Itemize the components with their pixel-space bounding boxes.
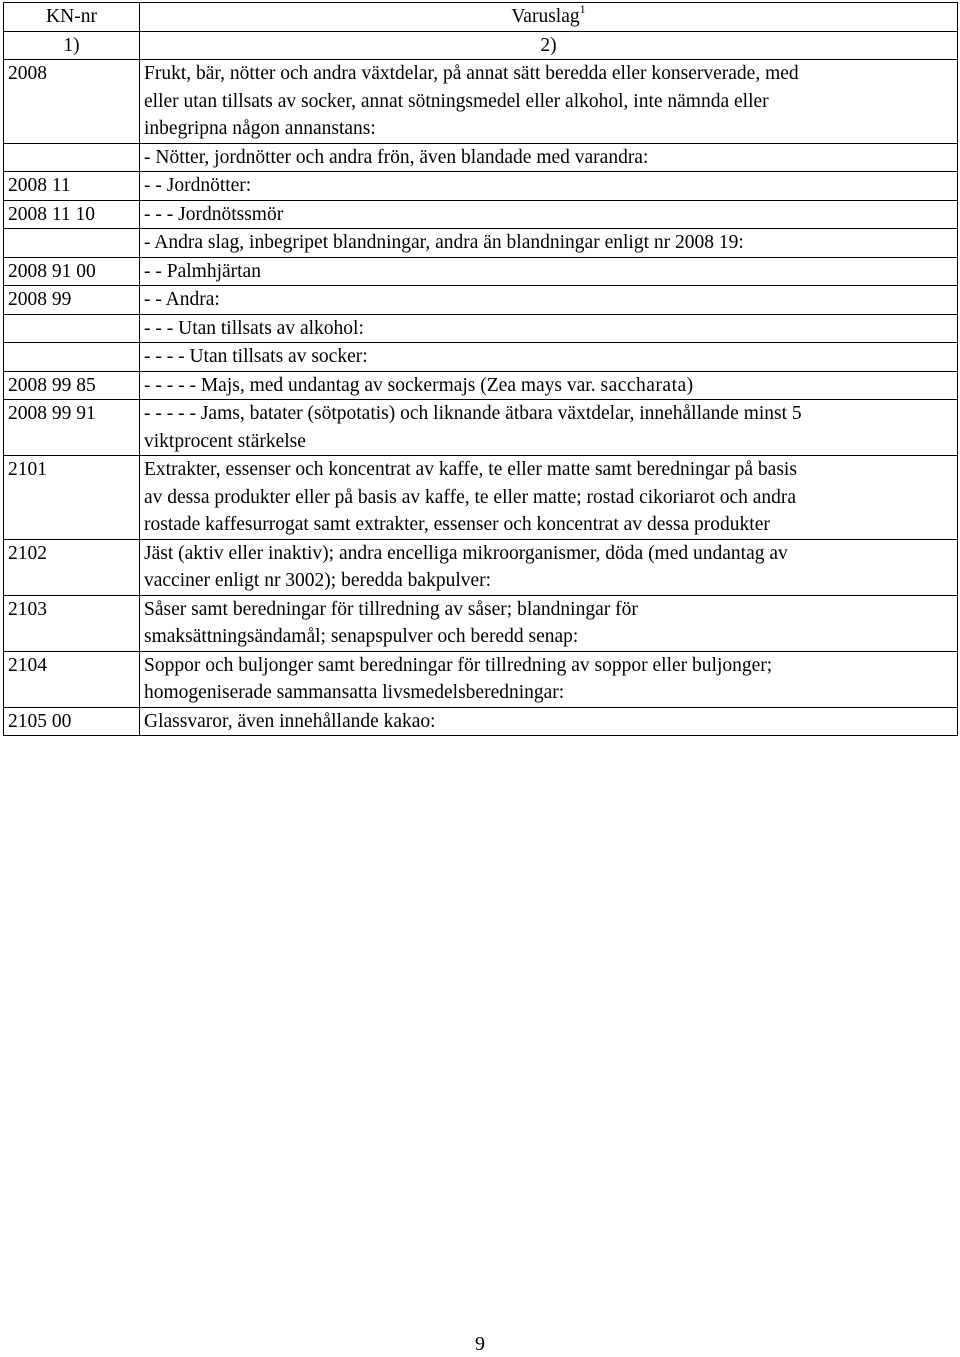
description-line: - - - Utan tillsats av alkohol:: [144, 317, 364, 339]
description-line: Glassvaror, även innehållande kakao:: [144, 710, 436, 732]
row-code: 2105 00: [4, 707, 140, 736]
description-line: viktprocent stärkelse: [144, 430, 306, 452]
description-line: - Nötter, jordnötter och andra frön, även blandade med varandra:: [144, 146, 649, 168]
row-description: [140, 400, 958, 456]
row-code: 2008: [4, 60, 140, 144]
table-row: [4, 456, 958, 540]
row-code: [4, 343, 140, 372]
row-description: [140, 456, 958, 540]
table-row: [4, 200, 958, 229]
header-kn-nr: KN-nr: [4, 3, 140, 32]
description-line: Såser samt beredningar för tillredning av såser; blandningar för: [144, 598, 638, 620]
row-description: [140, 343, 958, 372]
table-row: [4, 539, 958, 595]
tariff-table: [3, 2, 958, 736]
description-line: av dessa produkter eller på basis av kaffe, te eller matte; rostad cikoriarot och andra: [144, 486, 797, 508]
table-row: [4, 651, 958, 707]
row-description: [140, 286, 958, 315]
row-code: 2008 91 00: [4, 257, 140, 286]
row-description: [140, 257, 958, 286]
column-number-1: 1): [4, 31, 140, 60]
description-line: - - Andra:: [144, 289, 220, 310]
table-row: [4, 343, 958, 372]
description-line: - - - Jordnötssmör: [144, 203, 284, 225]
row-description: [140, 651, 958, 707]
table-row: [4, 707, 958, 736]
row-description: [140, 60, 958, 144]
row-code: 2104: [4, 651, 140, 707]
row-description: [140, 707, 958, 736]
header-row: [4, 3, 958, 32]
row-code: 2008 99: [4, 286, 140, 315]
column-number-row: [4, 31, 958, 60]
table-row: [4, 286, 958, 315]
description-line: Extrakter, essenser och koncentrat av kaffe, te eller matte samt beredningar på basis: [144, 459, 797, 480]
table-body: [4, 60, 958, 736]
description-line: eller utan tillsats av socker, annat sötningsmedel eller alkohol, inte nämnda eller: [144, 90, 769, 112]
row-code: 2008 99 91: [4, 400, 140, 456]
row-description: [140, 314, 958, 343]
description-line: rostade kaffesurrogat samt extrakter, essenser och koncentrat av dessa produkter: [144, 514, 770, 535]
description-line: - - - - Utan tillsats av socker:: [144, 346, 368, 367]
description-line: Frukt, bär, nötter och andra växtdelar, på annat sätt beredda eller konserverade, med: [144, 63, 799, 84]
header-varuslag: [140, 3, 958, 32]
row-description: [140, 172, 958, 201]
row-description: [140, 200, 958, 229]
row-code: 2103: [4, 595, 140, 651]
page-number: 9: [475, 1333, 485, 1355]
row-code: [4, 314, 140, 343]
description-text: - - - - - Majs, med undantag av sockermajs (Zea mays var.: [144, 374, 596, 396]
row-description: [140, 595, 958, 651]
table-row: [4, 172, 958, 201]
description-line: Jäst (aktiv eller inaktiv); andra encelliga mikroorganismer, döda (med undantag av: [144, 542, 788, 564]
description-line: homogeniserade sammansatta livsmedelsberedningar:: [144, 682, 565, 703]
description-line: - - Jordnötter:: [144, 175, 252, 196]
row-code: 2008 11 10: [4, 200, 140, 229]
column-number-2: 2): [140, 31, 958, 60]
description-line: - - - - - Jams, batater (sötpotatis) och liknande ätbara växtdelar, innehållande minst 5: [144, 403, 802, 424]
row-code: 2008 99 85: [4, 371, 140, 400]
description-line: [144, 372, 953, 400]
row-description: [140, 229, 958, 258]
description-line: - - Palmhjärtan: [144, 260, 261, 282]
table-row: [4, 60, 958, 144]
row-description: [140, 143, 958, 172]
row-code: [4, 143, 140, 172]
table-row: [4, 400, 958, 456]
row-description: [140, 371, 958, 400]
table-row: [4, 257, 958, 286]
header-varuslag-label: Varuslag: [511, 6, 580, 27]
description-line: - Andra slag, inbegripet blandningar, andra än blandningar enligt nr 2008 19:: [144, 232, 744, 253]
description-line: vacciner enligt nr 3002); beredda bakpulver:: [144, 570, 492, 591]
description-line: smaksättningsändamål; senapspulver och beredd senap:: [144, 626, 579, 647]
row-code: [4, 229, 140, 258]
table-row: [4, 371, 958, 400]
table-row: [4, 229, 958, 258]
row-description: [140, 539, 958, 595]
closing-parenthesis: ): [686, 374, 694, 396]
description-line: inbegripna någon annanstans:: [144, 118, 376, 139]
table-row: [4, 314, 958, 343]
row-code: 2101: [4, 456, 140, 540]
species-name: saccharata: [600, 374, 687, 396]
header-footnote-marker: 1: [579, 2, 586, 16]
table-row: [4, 143, 958, 172]
row-code: 2008 11: [4, 172, 140, 201]
row-code: 2102: [4, 539, 140, 595]
description-line: Soppor och buljonger samt beredningar för tillredning av soppor eller buljonger;: [144, 654, 773, 676]
table-row: [4, 595, 958, 651]
